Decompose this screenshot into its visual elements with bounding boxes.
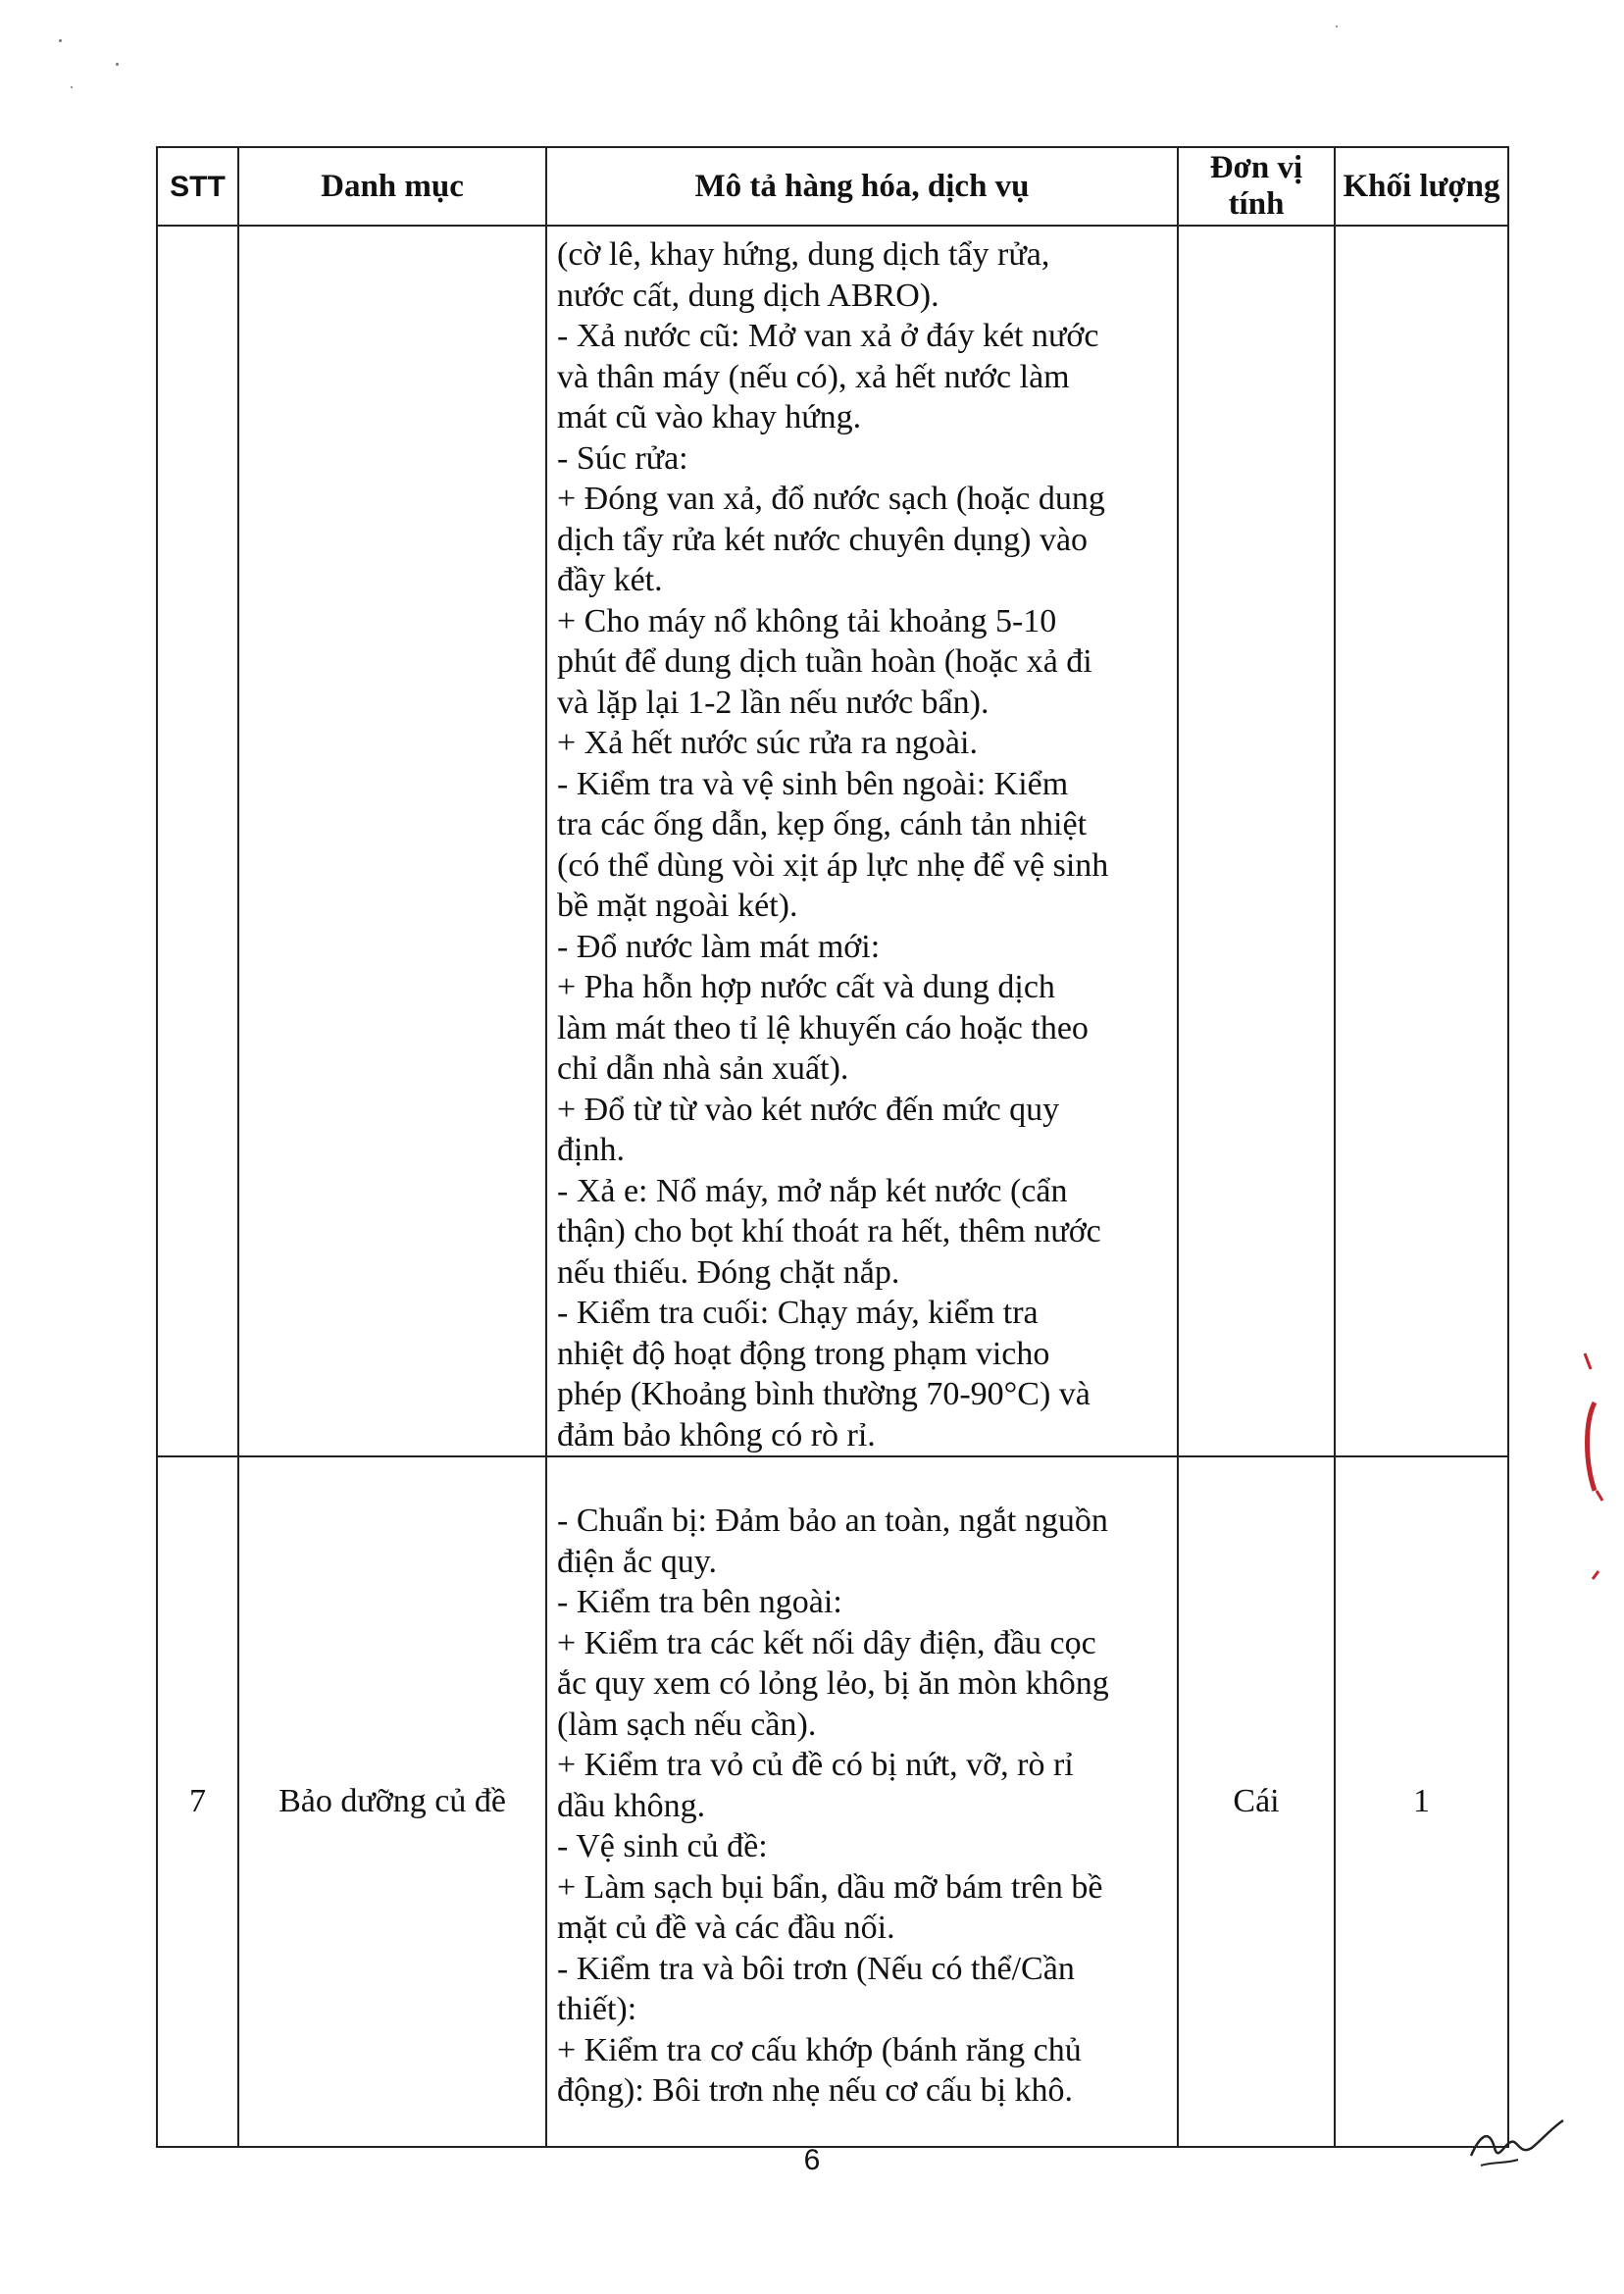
description-line: mát cũ vào khay hứng. [557,399,862,435]
description-line: (cờ lê, khay hứng, dung dịch tẩy rửa, [557,236,1050,273]
row-stt: 7 [157,1456,238,2147]
description-line: bề mặt ngoài két). [557,888,798,924]
row-description [546,1456,1178,2147]
description-line: định. [557,1132,625,1168]
description-line: tra các ống dẫn, kẹp ống, cánh tản nhiệt [557,806,1088,842]
description-line: và thân máy (nếu có), xả hết nước làm [557,358,1070,395]
scan-speck [59,39,62,42]
description-line: phép (Khoảng bình thường 70-90°C) và [557,1376,1091,1412]
description-line: động): Bôi trơn nhẹ nếu cơ cấu bị khô. [557,2072,1074,2109]
description-line: - Súc rửa: [557,439,688,477]
description-line: - Kiểm tra và bôi trơn (Nếu có thể/Cần [557,1950,1075,1987]
description-line: + Kiểm tra cơ cấu khớp (bánh răng chủ [557,2031,1082,2068]
description-line: + Đóng van xả, đổ nước sạch (hoặc dung [557,481,1105,517]
row-description [546,226,1178,1456]
description-line: + Đổ từ từ vào két nước đến mức quy [557,1091,1060,1128]
description-line: nhiệt độ hoạt động trong phạm vicho [557,1335,1050,1372]
header-quantity: Khối lượng [1335,147,1508,226]
description-line: dịch tẩy rửa két nước chuyên dụng) vào [557,521,1089,558]
description-line: - Xả nước cũ: Mở van xả ở đáy két nước [557,318,1099,354]
scan-speck [71,86,73,88]
description-line: - Kiểm tra và vệ sinh bên ngoài: Kiểm [557,765,1069,802]
row-quantity: 1 [1335,1456,1508,2147]
description-line: phút để dung dịch tuần hoàn (hoặc xả đi [557,643,1092,680]
row-unit: Cái [1178,1456,1335,2147]
description-line: đảm bảo không có rò rỉ. [557,1416,876,1453]
row-category: Bảo dưỡng củ đề [238,1456,546,2147]
header-unit: Đơn vị tính [1178,147,1335,226]
description-line: và lặp lại 1-2 lần nếu nước bẩn). [557,684,990,721]
description-line: + Kiểm tra các kết nối dây điện, đầu cọc [557,1624,1096,1661]
description-line: chỉ dẫn nhà sản xuất). [557,1050,849,1087]
description-line: thiết): [557,1991,637,2027]
table-header-row [157,147,1508,226]
table-row [157,226,1508,1456]
goods-services-table [156,146,1509,2148]
description-line: điện ắc quy. [557,1543,718,1580]
description-line: - Đổ nước làm mát mới: [557,928,881,965]
description-line: + Pha hỗn hợp nước cất và dung dịch [557,969,1055,1005]
description-line: (làm sạch nếu cần). [557,1706,817,1743]
description-line: đầy két. [557,562,663,598]
page-number: 6 [803,2144,821,2176]
description-line: - Vệ sinh củ đề: [557,1828,768,1864]
row-quantity [1335,226,1508,1456]
scan-speck [116,63,119,66]
description-line: - Chuẩn bị: Đảm bảo an toàn, ngắt nguồn [557,1503,1108,1539]
description-line: dầu không. [557,1787,706,1824]
description-line: thận) cho bọt khí thoát ra hết, thêm nước [557,1213,1101,1249]
signature-mark [1461,2109,1569,2177]
stamp-edge-mark [1577,1344,1616,1599]
description-line: + Kiểm tra vỏ củ đề có bị nứt, vỡ, rò rỉ [557,1747,1074,1783]
row-unit [1178,226,1335,1456]
description-line: - Kiểm tra cuối: Chạy máy, kiểm tra [557,1295,1039,1331]
description-line: + Làm sạch bụi bẩn, dầu mỡ bám trên bề [557,1868,1103,1906]
description-line: mặt củ đề và các đầu nối. [557,1910,895,1946]
description-line: - Xả e: Nổ máy, mở nắp két nước (cẩn [557,1172,1068,1209]
description-line: - Kiểm tra bên ngoài: [557,1584,842,1620]
scan-speck [1336,25,1338,27]
header-stt: STT [157,147,238,226]
description-line: nước cất, dung dịch ABRO). [557,277,939,314]
description-line: làm mát theo tỉ lệ khuyến cáo hoặc theo [557,1009,1089,1046]
header-category: Danh mục [238,147,546,226]
description-line: (có thể dùng vòi xịt áp lực nhẹ để vệ sinh [557,846,1109,884]
row-category [238,226,546,1456]
description-line: + Xả hết nước súc rửa ra ngoài. [557,725,978,761]
description-line: + Cho máy nổ không tải khoảng 5-10 [557,602,1057,639]
description-line: ắc quy xem có lỏng lẻo, bị ăn mòn không [557,1665,1109,1702]
table-row [157,1456,1508,2147]
header-description: Mô tả hàng hóa, dịch vụ [546,147,1178,226]
description-line: nếu thiếu. Đóng chặt nắp. [557,1253,900,1291]
row-stt [157,226,238,1456]
